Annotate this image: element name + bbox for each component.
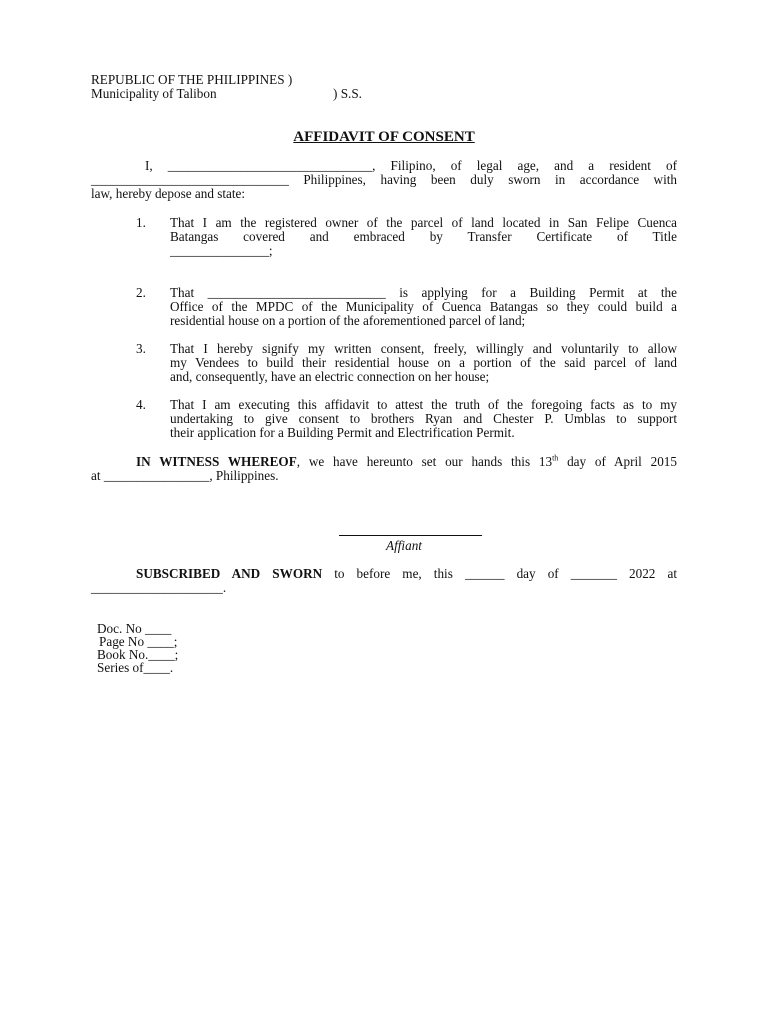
- witness-text: , we have hereunto set our hands this 13: [296, 454, 553, 469]
- doc-no: Doc. No ____: [97, 621, 172, 636]
- item-2-text: [170, 286, 677, 328]
- item-number: 4.: [136, 397, 146, 412]
- affiant-label: Affiant: [386, 538, 422, 553]
- witness-heading: IN WITNESS WHEREOF: [136, 454, 297, 469]
- item-number: 1.: [136, 215, 146, 230]
- page-no: Page No ____;: [99, 634, 178, 649]
- subscribed-heading: SUBSCRIBED AND SWORN: [136, 566, 323, 581]
- intro-line-3: law, hereby depose and state:: [91, 186, 246, 201]
- subscribed-line-1: [136, 567, 677, 581]
- item-line: and, consequently, have an electric connection on her house;: [170, 369, 490, 384]
- subscribed-text: to before me, this ______ day of _______ 2022 at: [322, 566, 677, 581]
- affiant-signature-line: [339, 535, 482, 536]
- item-line: _______________;: [170, 243, 273, 258]
- municipality-header: Municipality of Talibon: [91, 86, 217, 101]
- document-title: AFFIDAVIT OF CONSENT: [293, 129, 475, 145]
- item-3-text: [170, 342, 677, 384]
- subscribed-line-2: ____________________.: [91, 580, 227, 595]
- item-number: 2.: [136, 285, 146, 300]
- item-number: 3.: [136, 341, 146, 356]
- item-line: my Vendees to build their residential house on a portion of the said parcel of land: [170, 355, 677, 370]
- witness-text-end: day of April 2015: [558, 454, 677, 469]
- item-1-text: [170, 216, 677, 258]
- intro-line-1: I, _______________________________, Filipino, of legal age, and a resident of: [145, 158, 677, 173]
- item-line: That I am executing this affidavit to attest the truth of the foregoing facts as to my: [170, 397, 677, 412]
- witness-line-1: [136, 455, 677, 469]
- item-line: Office of the MPDC of the Municipality of Cuenca Batangas so they could build a: [170, 299, 677, 314]
- item-line: their application for a Building Permit and Electrification Permit.: [170, 425, 515, 440]
- item-line: residential house on a portion of the aforementioned parcel of land;: [170, 313, 526, 328]
- series-of: Series of____.: [97, 660, 174, 675]
- item-line: That ___________________________ is applying for a Building Permit at the: [170, 285, 677, 300]
- ss-marker: ) S.S.: [333, 86, 362, 101]
- intro-line-2: ______________________________ Philippines, having been duly sworn in accordance with: [91, 172, 677, 187]
- item-line: That I hereby signify my written consent, freely, willingly and voluntarily to allow: [170, 341, 677, 356]
- item-4-text: [170, 398, 677, 440]
- item-line: Batangas covered and embraced by Transfer Certificate of Title: [170, 229, 677, 244]
- witness-line-2: at ________________, Philippines.: [91, 468, 279, 483]
- book-no: Book No.____;: [97, 647, 179, 662]
- item-line: That I am the registered owner of the parcel of land located in San Felipe Cuenca: [170, 215, 677, 230]
- republic-header: REPUBLIC OF THE PHILIPPINES ): [91, 72, 293, 87]
- item-line: undertaking to give consent to brothers Ryan and Chester P. Umblas to support: [170, 411, 677, 426]
- witness-superscript: th: [552, 453, 559, 463]
